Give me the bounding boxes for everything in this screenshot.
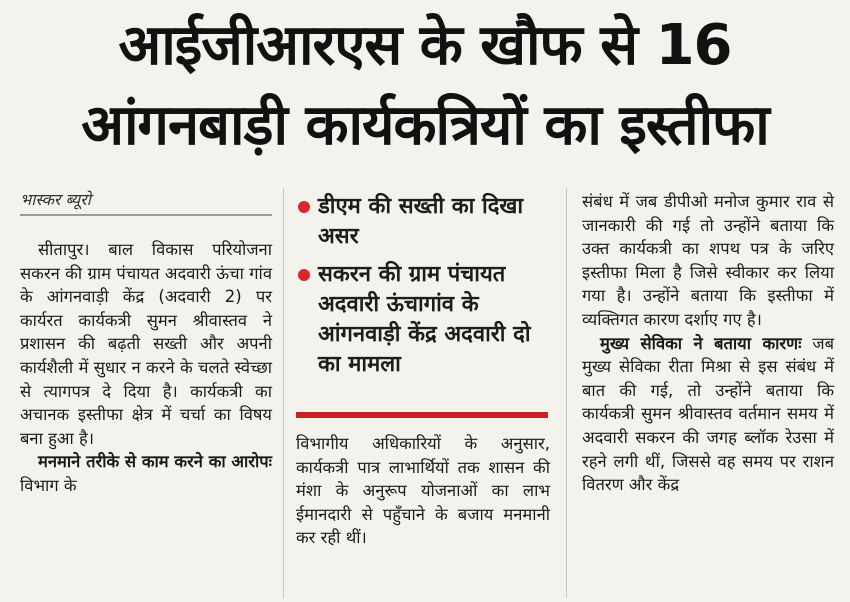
headline-line-2: आंगनबाड़ी कार्यकत्रियों का इस्तीफा <box>81 93 769 158</box>
highlight-item <box>296 260 552 380</box>
highlight-red-rule <box>296 412 548 418</box>
column-3-subheading: मुख्य सेविका ने बताया कारणः <box>600 333 802 353</box>
highlight-text: सकरन की ग्राम पंचायत अदवारी ऊंचागांव के आंगनवाड़ी केंद्र अदवारी दो का मामला <box>318 262 531 377</box>
column-3-paragraph-2 <box>582 332 834 497</box>
column-3-paragraph-1: संबंध में जब डीपीओ मनोज कुमार राव से जानकारी की गई तो उन्होंने बताया कि उक्त कार्यकत्री का शपथ पत्र के जरिए इस्तीफा मिला है जिसे स्वीकार कर लिया गया है। उन्होंने बताया कि इस्तीफा में व्यक्तिगत कारण दर्शाए गए है। <box>582 192 834 329</box>
highlights-box <box>296 192 552 388</box>
column-separator-right <box>566 188 567 598</box>
column-separator-left <box>283 188 284 598</box>
column-1-paragraph-2-text: विभाग के <box>20 475 77 495</box>
article-column-3 <box>582 190 834 497</box>
column-1-paragraph-1: सीतापुर। बाल विकास परियोजना सकरन की ग्राम पंचायत अदवारी ऊंचा गांव के आंगनवाड़ी केंद्र (अदवारी 2) पर कार्यरत कार्यकत्री सुमन श्रीवास्तव ने प्रशासन की बढ़ती सख्ती और अपनी कार्यशैली में सुधार न करने के चलते स्वेच्छा से त्यागपत्र दे दिया है। कार्यकत्री का अचानक इस्तीफा क्षेत्र में चर्चा का विषय बना हुआ है। <box>20 240 272 448</box>
byline <box>20 188 272 216</box>
highlight-item <box>296 192 552 252</box>
column-1-subheading: मनमाने तरीके से काम करने का आरोपः <box>38 452 272 472</box>
red-bullet-icon <box>298 201 310 213</box>
highlight-text: डीएम की सख्ती का दिखा असर <box>318 194 524 249</box>
headline-line-1: आईजीआरएस के खौफ से 16 <box>118 13 732 78</box>
column-1-paragraph-2 <box>20 450 272 497</box>
column-3-paragraph-2-text: जब मुख्य सेविका रीता मिश्रा से इस संबंध में बात की गई, तो उन्होंने बताया कि कार्यकत्री सुमन श्रीवास्तव वर्तमान समय में अदवारी सकरन की जगह ब्लॉक रेउसा में रहने लगी थीं, जिससे वह समय पर राशन वितरण और केंद्र <box>582 333 835 495</box>
article-column-2 <box>296 432 550 550</box>
column-2-paragraph: विभागीय अधिकारियों के अनुसार, कार्यकत्री पात्र लाभार्थियों तक शासन की मंशा के अनुरूप योजनाओं का लाभ ईमानदारी से पहुँचाने के बजाय मनमानी कर रही थीं। <box>296 434 550 548</box>
red-bullet-icon <box>298 269 310 281</box>
article-column-1 <box>20 238 272 498</box>
byline-text: भास्कर ब्यूरो <box>20 190 91 209</box>
